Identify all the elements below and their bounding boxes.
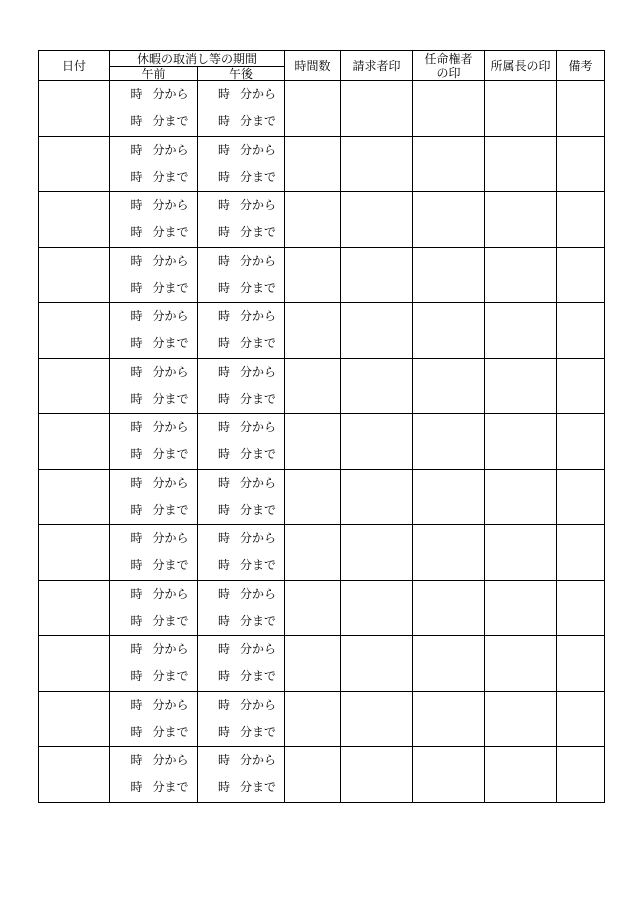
remarks-cell[interactable] [557, 525, 605, 581]
pm-period-cell[interactable] [198, 469, 285, 525]
header-chief-seal: 所属長の印 [485, 51, 557, 81]
table-row [39, 469, 605, 525]
requester-seal-cell[interactable] [341, 691, 413, 747]
pm-from-line [198, 525, 284, 552]
table-row [39, 525, 605, 581]
chief-seal-cell[interactable] [485, 691, 557, 747]
table-row [39, 691, 605, 747]
requester-seal-cell[interactable] [341, 636, 413, 692]
hours-cell[interactable] [285, 81, 341, 137]
from-label: 分から [152, 753, 189, 768]
remarks-cell[interactable] [557, 136, 605, 192]
until-label: 分まで [240, 613, 277, 628]
hour-label: 時 [130, 502, 143, 517]
remarks-cell[interactable] [557, 414, 605, 470]
table-row [39, 414, 605, 470]
hour-label: 時 [217, 753, 230, 768]
from-label: 分から [152, 364, 189, 379]
appointer-seal-cell[interactable] [413, 636, 485, 692]
am-until-line [110, 275, 197, 302]
hour-label: 時 [217, 309, 230, 324]
hour-label: 時 [217, 531, 230, 546]
hours-cell[interactable] [285, 136, 341, 192]
am-until-line [110, 108, 197, 135]
requester-seal-cell[interactable] [341, 747, 413, 803]
date-cell[interactable] [39, 136, 110, 192]
until-label: 分まで [152, 114, 189, 129]
pm-period-cell[interactable] [198, 414, 285, 470]
header-pm: 午後 [198, 67, 285, 81]
hour-label: 時 [130, 475, 143, 490]
hours-cell[interactable] [285, 414, 341, 470]
pm-period-cell[interactable] [198, 136, 285, 192]
until-label: 分まで [152, 669, 189, 684]
table-row [39, 358, 605, 414]
header-requester-seal: 請求者印 [341, 51, 413, 81]
pm-from-line [198, 192, 284, 219]
date-cell[interactable] [39, 192, 110, 248]
hour-label: 時 [130, 198, 143, 213]
pm-until-line [198, 219, 284, 246]
table-row [39, 636, 605, 692]
pm-period-cell[interactable] [198, 303, 285, 359]
hour-label: 時 [217, 87, 230, 102]
hour-label: 時 [130, 613, 143, 628]
hours-cell[interactable] [285, 247, 341, 303]
requester-seal-cell[interactable] [341, 136, 413, 192]
pm-period-cell[interactable] [198, 580, 285, 636]
appointer-seal-cell[interactable] [413, 247, 485, 303]
from-label: 分から [240, 87, 277, 102]
chief-seal-cell[interactable] [485, 136, 557, 192]
am-until-line [110, 552, 197, 579]
table-row [39, 747, 605, 803]
appointer-seal-cell[interactable] [413, 81, 485, 137]
hour-label: 時 [130, 280, 143, 295]
table-row [39, 136, 605, 192]
date-cell[interactable] [39, 691, 110, 747]
hour-label: 時 [217, 586, 230, 601]
pm-until-line [198, 108, 284, 135]
remarks-cell[interactable] [557, 636, 605, 692]
from-label: 分から [152, 142, 189, 157]
requester-seal-cell[interactable] [341, 525, 413, 581]
header-am: 午前 [110, 67, 198, 81]
requester-seal-cell[interactable] [341, 580, 413, 636]
chief-seal-cell[interactable] [485, 81, 557, 137]
header-hours: 時間数 [285, 51, 341, 81]
until-label: 分まで [240, 336, 277, 351]
am-until-line [110, 386, 197, 413]
from-label: 分から [152, 253, 189, 268]
hour-label: 時 [217, 169, 230, 184]
remarks-cell[interactable] [557, 358, 605, 414]
hour-label: 時 [130, 447, 143, 462]
pm-until-line [198, 441, 284, 468]
pm-period-cell[interactable] [198, 81, 285, 137]
appointer-seal-cell[interactable] [413, 358, 485, 414]
am-from-line [110, 81, 197, 108]
hours-cell[interactable] [285, 192, 341, 248]
until-label: 分まで [152, 391, 189, 406]
until-label: 分まで [152, 502, 189, 517]
am-from-line [110, 692, 197, 719]
date-cell[interactable] [39, 303, 110, 359]
chief-seal-cell[interactable] [485, 192, 557, 248]
until-label: 分まで [240, 169, 277, 184]
chief-seal-cell[interactable] [485, 525, 557, 581]
from-label: 分から [240, 531, 277, 546]
hour-label: 時 [217, 114, 230, 129]
from-label: 分から [152, 697, 189, 712]
am-from-line [110, 525, 197, 552]
until-label: 分まで [240, 225, 277, 240]
from-label: 分から [240, 253, 277, 268]
date-cell[interactable] [39, 636, 110, 692]
appointer-seal-cell[interactable] [413, 414, 485, 470]
am-until-line [110, 441, 197, 468]
pm-period-cell[interactable] [198, 525, 285, 581]
pm-period-cell[interactable] [198, 747, 285, 803]
hour-label: 時 [130, 169, 143, 184]
am-period-cell[interactable] [110, 136, 198, 192]
chief-seal-cell[interactable] [485, 358, 557, 414]
appointer-seal-cell[interactable] [413, 469, 485, 525]
hour-label: 時 [130, 364, 143, 379]
hour-label: 時 [217, 225, 230, 240]
requester-seal-cell[interactable] [341, 81, 413, 137]
hour-label: 時 [130, 724, 143, 739]
hours-cell[interactable] [285, 636, 341, 692]
am-from-line [110, 636, 197, 663]
appointer-seal-cell[interactable] [413, 192, 485, 248]
chief-seal-cell[interactable] [485, 303, 557, 359]
am-period-cell[interactable] [110, 247, 198, 303]
chief-seal-cell[interactable] [485, 414, 557, 470]
chief-seal-cell[interactable] [485, 580, 557, 636]
until-label: 分まで [152, 558, 189, 573]
hour-label: 時 [217, 142, 230, 157]
hour-label: 時 [217, 558, 230, 573]
from-label: 分から [152, 586, 189, 601]
requester-seal-cell[interactable] [341, 358, 413, 414]
am-period-cell[interactable] [110, 469, 198, 525]
appointer-seal-cell[interactable] [413, 136, 485, 192]
pm-from-line [198, 470, 284, 497]
pm-from-line [198, 303, 284, 330]
until-label: 分まで [152, 336, 189, 351]
pm-until-line [198, 386, 284, 413]
table-body [39, 81, 605, 803]
hour-label: 時 [217, 420, 230, 435]
pm-until-line [198, 164, 284, 191]
table-row [39, 192, 605, 248]
am-until-line [110, 497, 197, 524]
until-label: 分まで [240, 391, 277, 406]
hour-label: 時 [130, 586, 143, 601]
from-label: 分から [240, 420, 277, 435]
from-label: 分から [152, 309, 189, 324]
until-label: 分まで [152, 724, 189, 739]
remarks-cell[interactable] [557, 747, 605, 803]
chief-seal-cell[interactable] [485, 747, 557, 803]
pm-from-line [198, 692, 284, 719]
from-label: 分から [240, 586, 277, 601]
hour-label: 時 [130, 142, 143, 157]
am-from-line [110, 747, 197, 774]
header-remarks: 備考 [557, 51, 605, 81]
pm-period-cell[interactable] [198, 358, 285, 414]
hour-label: 時 [217, 253, 230, 268]
from-label: 分から [240, 309, 277, 324]
hour-label: 時 [217, 364, 230, 379]
pm-from-line [198, 414, 284, 441]
am-from-line [110, 470, 197, 497]
until-label: 分まで [152, 447, 189, 462]
header-appointer-seal-line1: 任命権者 [424, 51, 473, 66]
am-period-cell[interactable] [110, 192, 198, 248]
from-label: 分から [152, 531, 189, 546]
from-label: 分から [240, 142, 277, 157]
hours-cell[interactable] [285, 580, 341, 636]
date-cell[interactable] [39, 525, 110, 581]
hours-cell[interactable] [285, 303, 341, 359]
remarks-cell[interactable] [557, 247, 605, 303]
hour-label: 時 [130, 669, 143, 684]
pm-until-line [198, 552, 284, 579]
am-until-line [110, 663, 197, 690]
remarks-cell[interactable] [557, 469, 605, 525]
pm-until-line [198, 774, 284, 801]
am-period-cell[interactable] [110, 358, 198, 414]
hour-label: 時 [217, 475, 230, 490]
date-cell[interactable] [39, 580, 110, 636]
table-row [39, 247, 605, 303]
am-period-cell[interactable] [110, 636, 198, 692]
hour-label: 時 [130, 420, 143, 435]
am-until-line [110, 330, 197, 357]
hour-label: 時 [130, 753, 143, 768]
header-date: 日付 [39, 51, 110, 81]
appointer-seal-cell[interactable] [413, 525, 485, 581]
pm-until-line [198, 608, 284, 635]
hour-label: 時 [217, 669, 230, 684]
pm-until-line [198, 330, 284, 357]
header-period: 休暇の取消し等の期間 [110, 51, 285, 67]
hours-cell[interactable] [285, 358, 341, 414]
until-label: 分まで [152, 613, 189, 628]
hour-label: 時 [217, 724, 230, 739]
pm-period-cell[interactable] [198, 636, 285, 692]
from-label: 分から [152, 87, 189, 102]
appointer-seal-cell[interactable] [413, 303, 485, 359]
hour-label: 時 [217, 280, 230, 295]
am-until-line [110, 219, 197, 246]
am-period-cell[interactable] [110, 303, 198, 359]
am-from-line [110, 359, 197, 386]
remarks-cell[interactable] [557, 691, 605, 747]
hour-label: 時 [130, 114, 143, 129]
am-period-cell[interactable] [110, 414, 198, 470]
hours-cell[interactable] [285, 691, 341, 747]
until-label: 分まで [240, 280, 277, 295]
requester-seal-cell[interactable] [341, 192, 413, 248]
pm-from-line [198, 81, 284, 108]
am-from-line [110, 248, 197, 275]
date-cell[interactable] [39, 358, 110, 414]
date-cell[interactable] [39, 81, 110, 137]
hour-label: 時 [217, 780, 230, 795]
hour-label: 時 [217, 642, 230, 657]
table-row [39, 580, 605, 636]
hour-label: 時 [130, 336, 143, 351]
remarks-cell[interactable] [557, 303, 605, 359]
am-from-line [110, 192, 197, 219]
am-from-line [110, 581, 197, 608]
hour-label: 時 [130, 225, 143, 240]
pm-from-line [198, 636, 284, 663]
pm-from-line [198, 137, 284, 164]
requester-seal-cell[interactable] [341, 469, 413, 525]
until-label: 分まで [152, 169, 189, 184]
am-period-cell[interactable] [110, 580, 198, 636]
pm-from-line [198, 747, 284, 774]
table-row [39, 81, 605, 137]
hour-label: 時 [217, 336, 230, 351]
header-appointer-seal [413, 51, 485, 81]
requester-seal-cell[interactable] [341, 303, 413, 359]
from-label: 分から [240, 475, 277, 490]
am-from-line [110, 137, 197, 164]
until-label: 分まで [152, 225, 189, 240]
from-label: 分から [152, 475, 189, 490]
pm-from-line [198, 248, 284, 275]
chief-seal-cell[interactable] [485, 469, 557, 525]
am-until-line [110, 608, 197, 635]
until-label: 分まで [240, 780, 277, 795]
hour-label: 時 [130, 697, 143, 712]
am-period-cell[interactable] [110, 525, 198, 581]
am-from-line [110, 414, 197, 441]
until-label: 分まで [240, 114, 277, 129]
until-label: 分まで [240, 669, 277, 684]
remarks-cell[interactable] [557, 81, 605, 137]
until-label: 分まで [240, 724, 277, 739]
hour-label: 時 [130, 391, 143, 406]
date-cell[interactable] [39, 469, 110, 525]
chief-seal-cell[interactable] [485, 247, 557, 303]
appointer-seal-cell[interactable] [413, 691, 485, 747]
from-label: 分から [152, 642, 189, 657]
pm-period-cell[interactable] [198, 192, 285, 248]
hours-cell[interactable] [285, 469, 341, 525]
pm-from-line [198, 359, 284, 386]
from-label: 分から [240, 697, 277, 712]
hour-label: 時 [217, 198, 230, 213]
hour-label: 時 [130, 309, 143, 324]
from-label: 分から [240, 198, 277, 213]
requester-seal-cell[interactable] [341, 247, 413, 303]
pm-until-line [198, 497, 284, 524]
remarks-cell[interactable] [557, 192, 605, 248]
pm-until-line [198, 719, 284, 746]
until-label: 分まで [240, 558, 277, 573]
am-until-line [110, 774, 197, 801]
pm-period-cell[interactable] [198, 247, 285, 303]
hour-label: 時 [130, 558, 143, 573]
hour-label: 時 [130, 87, 143, 102]
hour-label: 時 [217, 697, 230, 712]
pm-until-line [198, 275, 284, 302]
date-cell[interactable] [39, 247, 110, 303]
from-label: 分から [152, 420, 189, 435]
until-label: 分まで [240, 447, 277, 462]
am-until-line [110, 164, 197, 191]
requester-seal-cell[interactable] [341, 414, 413, 470]
until-label: 分まで [240, 502, 277, 517]
am-period-cell[interactable] [110, 747, 198, 803]
hour-label: 時 [217, 613, 230, 628]
hour-label: 時 [217, 447, 230, 462]
pm-until-line [198, 663, 284, 690]
from-label: 分から [240, 364, 277, 379]
remarks-cell[interactable] [557, 580, 605, 636]
hour-label: 時 [130, 780, 143, 795]
until-label: 分まで [152, 780, 189, 795]
table-row [39, 303, 605, 359]
until-label: 分まで [152, 280, 189, 295]
am-from-line [110, 303, 197, 330]
am-period-cell[interactable] [110, 691, 198, 747]
am-period-cell[interactable] [110, 81, 198, 137]
hour-label: 時 [130, 531, 143, 546]
date-cell[interactable] [39, 414, 110, 470]
chief-seal-cell[interactable] [485, 636, 557, 692]
appointer-seal-cell[interactable] [413, 747, 485, 803]
pm-period-cell[interactable] [198, 691, 285, 747]
hour-label: 時 [130, 253, 143, 268]
pm-from-line [198, 581, 284, 608]
header-appointer-seal-line2: の印 [436, 65, 461, 80]
from-label: 分から [240, 753, 277, 768]
hour-label: 時 [217, 502, 230, 517]
date-cell[interactable] [39, 747, 110, 803]
hour-label: 時 [130, 642, 143, 657]
appointer-seal-cell[interactable] [413, 580, 485, 636]
hours-cell[interactable] [285, 525, 341, 581]
hours-cell[interactable] [285, 747, 341, 803]
hour-label: 時 [217, 391, 230, 406]
from-label: 分から [240, 642, 277, 657]
am-until-line [110, 719, 197, 746]
leave-cancellation-form-table [38, 50, 605, 803]
from-label: 分から [152, 198, 189, 213]
